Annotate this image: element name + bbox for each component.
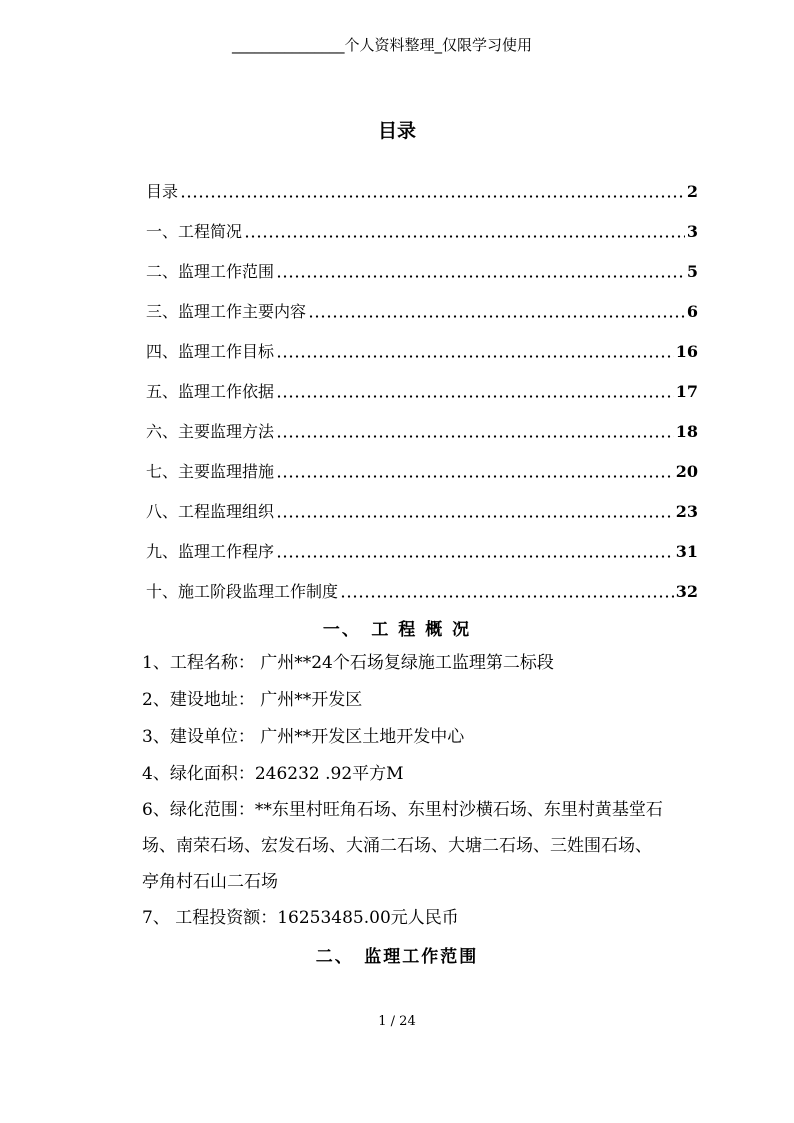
toc-entry-page: 18 [675,422,698,441]
toc-leader-dots [308,315,685,318]
toc-leader-dots [180,195,685,198]
toc-entry-label: 四、监理工作目标 [146,342,275,361]
section-heading: 二、 监理工作范围 [315,947,479,967]
toc-entry-label: 目录 [146,182,179,201]
toc-entry-page: 16 [675,342,698,361]
toc-entry[interactable] [146,577,698,603]
page-header: _______________个人资料整理_仅限学习使用 [232,36,533,54]
toc-entry[interactable] [146,537,698,563]
project-info-line: 2、建设地址： 广州**开发区 [142,690,363,710]
toc-entry-label: 二、监理工作范围 [146,262,275,281]
toc-leader-dots [276,275,685,278]
toc-entry[interactable] [146,417,698,443]
toc-entry-page: 31 [675,542,698,561]
toc-entry-page: 20 [675,462,698,481]
toc-entry[interactable] [146,497,698,523]
project-info-line: 1、工程名称： 广州**24个石场复绿施工监理第二标段 [142,653,554,673]
toc-entry-page: 5 [686,262,698,281]
section-heading: 一、 工 程 概 况 [322,620,472,640]
toc-entry-label: 七、主要监理措施 [146,462,275,481]
toc-entry[interactable] [146,457,698,483]
toc-entry[interactable] [146,337,698,363]
toc-title: 目录 [377,120,416,142]
toc-entry-page: 32 [675,582,698,601]
toc-entry[interactable] [146,217,698,243]
project-info-line: 6、绿化范围：**东里村旺角石场、东里村沙横石场、东里村黄基堂石 [142,800,663,820]
toc-entry[interactable] [146,257,698,283]
toc-entry-label: 九、监理工作程序 [146,542,275,561]
toc-entry-label: 三、监理工作主要内容 [146,302,307,321]
toc-entry-page: 6 [686,302,698,321]
toc-entry-label: 一、工程简况 [146,222,243,241]
project-info-line: 7、 工程投资额：16253485.00元人民币 [142,908,459,928]
toc-entry[interactable] [146,297,698,323]
project-info-line: 亭角村石山二石场 [142,872,278,892]
toc-entry-page: 2 [686,182,698,201]
toc-leader-dots [244,235,685,238]
toc-leader-dots [276,395,674,398]
project-info-line: 4、绿化面积：246232 .92平方M [142,764,404,784]
toc-entry[interactable] [146,377,698,403]
toc-leader-dots [276,355,674,358]
page-number: 1 / 24 [378,1014,416,1029]
toc-leader-dots [276,555,674,558]
toc-entry-label: 八、工程监理组织 [146,502,275,521]
toc-entry-label: 十、施工阶段监理工作制度 [146,582,339,601]
toc-leader-dots [340,595,674,598]
project-info-line: 场、南荣石场、宏发石场、大涌二石场、大塘二石场、三姓围石场、 [142,836,652,856]
toc-leader-dots [276,435,674,438]
toc-entry-label: 五、监理工作依据 [146,382,275,401]
toc-entry-page: 23 [675,502,698,521]
toc-entry-page: 17 [675,382,698,401]
toc-leader-dots [276,475,674,478]
toc-entry-label: 六、主要监理方法 [146,422,275,441]
toc-leader-dots [276,515,674,518]
toc-entry-page: 3 [686,222,698,241]
project-info-line: 3、建设单位： 广州**开发区土地开发中心 [142,727,465,747]
toc-entry[interactable] [146,177,698,203]
